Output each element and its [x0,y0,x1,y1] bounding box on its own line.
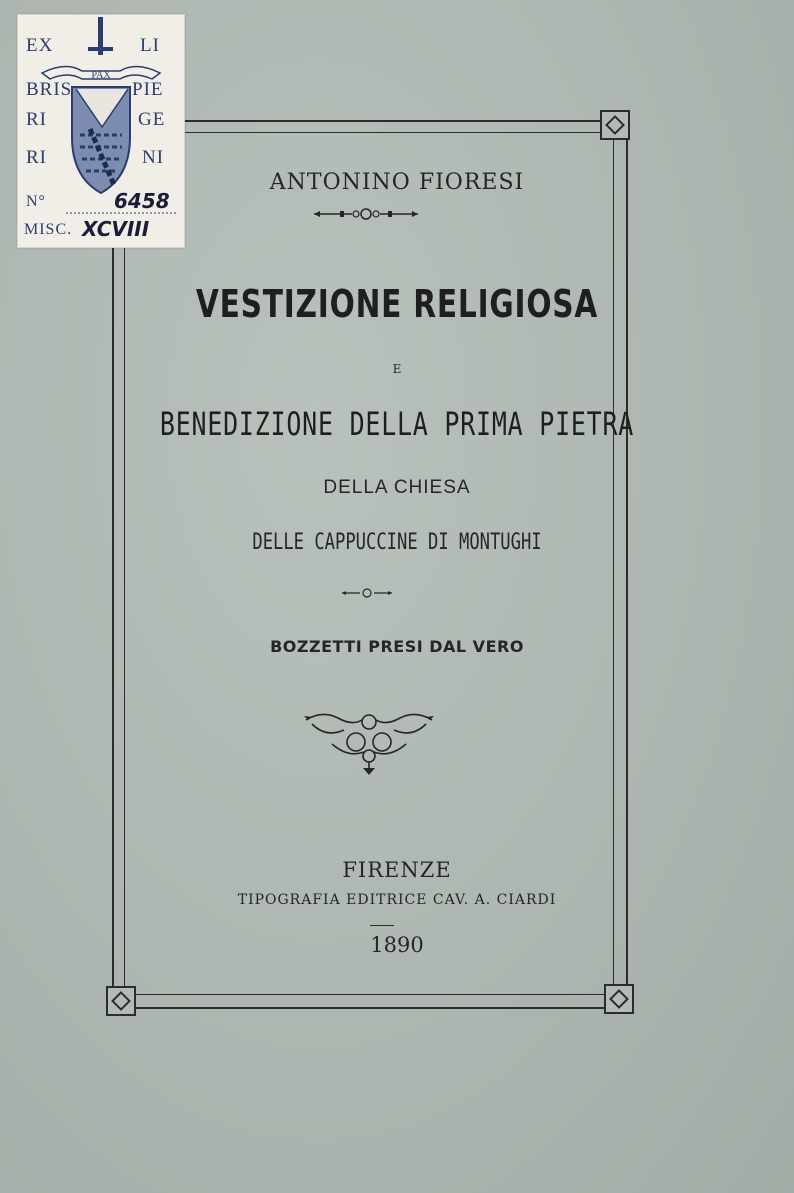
number-label: N° [26,193,46,210]
label-text-ex: EX [26,35,54,56]
label-text-bris: BRIS [26,79,73,100]
imprint-year: 1890 [370,933,424,957]
imprint-rule [370,925,394,926]
imprint-printer: TIPOGRAFIA EDITRICE CAV. A. CIARDI [237,892,557,908]
number-value: 6458 [114,189,170,213]
label-text-pie: PIE [132,79,164,100]
ex-libris-label [17,14,185,248]
corner-ornament-bottom-right [604,984,634,1014]
title-line-4: DELLE CAPPUCCINE DI MONTUGHI [252,530,542,555]
label-text-ri-2: RI [26,147,47,168]
svg-text:PAX: PAX [91,70,111,81]
title-line-3: DELLA CHIESA [323,477,471,498]
small-divider-ornament-icon [340,587,394,599]
vignette-ornament-icon [302,708,436,776]
title-conjunction: E [392,362,402,376]
author-name: ANTONINO FIORESI [269,170,525,195]
corner-ornament-bottom-left [106,986,136,1016]
title-line-1: VESTIZIONE RELIGIOSA [195,282,599,326]
misc-value: XCVIII [82,217,150,241]
misc-label: MISC. [24,221,73,238]
subtitle: BOZZETTI PRESI DAL VERO [270,637,524,656]
number-line [66,211,176,215]
title-line-2: BENEDIZIONE DELLA PRIMA PIETRA [159,405,635,443]
label-text-ni: NI [142,147,165,168]
label-text-ge: GE [138,109,166,130]
corner-ornament-top-right [600,110,630,140]
flourish-ornament-icon [312,206,420,222]
imprint-city: FIRENZE [342,858,452,882]
label-text-li: LI [140,35,160,56]
label-text-ri-1: RI [26,109,47,130]
